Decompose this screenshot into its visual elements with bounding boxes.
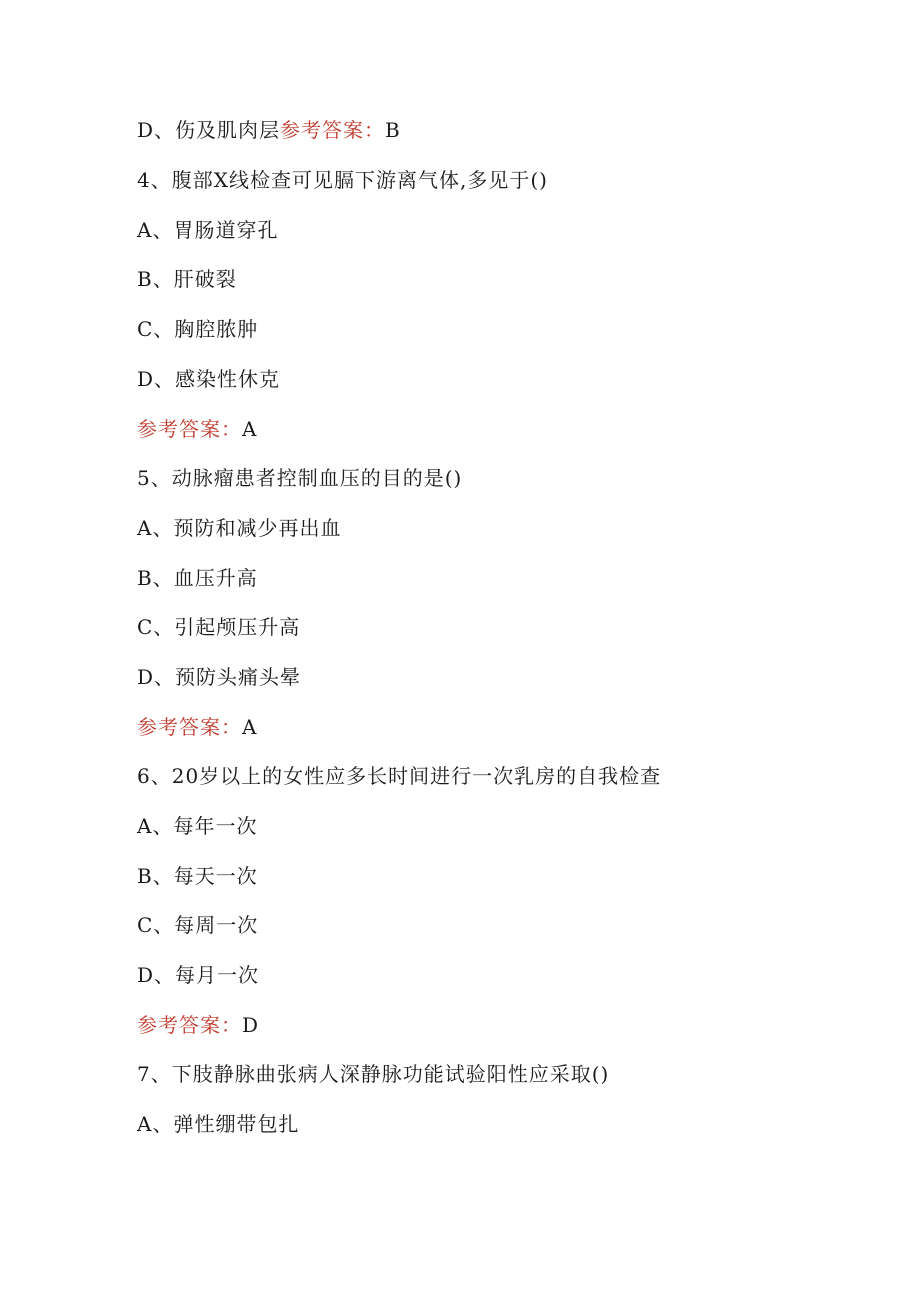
answer-label: 参考答案： xyxy=(137,715,242,739)
option-line-c-q4 xyxy=(137,316,258,342)
line-text: B、肝破裂 xyxy=(137,267,237,291)
option-line-c-q5 xyxy=(137,614,300,640)
line-text: A、每年一次 xyxy=(137,814,258,838)
answer-value: A xyxy=(242,715,258,739)
line-text: B、血压升高 xyxy=(137,566,258,590)
option-line-b-q5 xyxy=(137,565,258,591)
answer-line-q6 xyxy=(137,1012,259,1038)
option-line-a-q5 xyxy=(137,515,341,541)
option-line-b-q6 xyxy=(137,863,258,889)
question-5 xyxy=(137,465,462,491)
question-7 xyxy=(137,1061,609,1087)
line-text: C、胸腔脓肿 xyxy=(137,317,259,341)
line-text: 4、腹部X线检查可见膈下游离气体,多见于() xyxy=(137,168,548,192)
option-line-d-q3 xyxy=(137,117,401,143)
answer-label: 参考答案： xyxy=(137,1013,242,1037)
line-text: D、每月一次 xyxy=(137,963,260,987)
option-line-d-q6 xyxy=(137,962,259,988)
option-line-d-q5 xyxy=(137,664,301,690)
question-6 xyxy=(137,763,661,789)
line-text: D、感染性休克 xyxy=(137,367,281,391)
line-text: A、弹性绷带包扎 xyxy=(137,1112,300,1136)
answer-value: B xyxy=(385,118,401,142)
line-text: A、预防和减少再出血 xyxy=(137,516,342,540)
answer-label: 参考答案： xyxy=(280,118,386,142)
option-line-a-q6 xyxy=(137,813,257,839)
option-line-d-q4 xyxy=(137,366,280,392)
answer-value: D xyxy=(242,1013,260,1037)
line-text: D、伤及肌肉层 xyxy=(137,118,281,142)
option-line-b-q4 xyxy=(137,266,237,292)
line-text: B、每天一次 xyxy=(137,864,258,888)
line-text: A、胃肠道穿孔 xyxy=(137,218,279,242)
answer-line-q4 xyxy=(137,416,257,442)
line-text: 7、下肢静脉曲张病人深静脉功能试验阳性应采取() xyxy=(137,1062,610,1086)
option-line-a-q7 xyxy=(137,1111,299,1137)
answer-value: A xyxy=(242,417,258,441)
line-text: C、每周一次 xyxy=(137,913,259,937)
answer-label: 参考答案： xyxy=(137,417,242,441)
line-text: 6、20岁以上的女性应多长时间进行一次乳房的自我检查 xyxy=(137,764,662,788)
line-text: D、预防头痛头晕 xyxy=(137,665,302,689)
line-text: 5、动脉瘤患者控制血压的目的是() xyxy=(137,466,463,490)
answer-line-q5 xyxy=(137,714,257,740)
option-line-a-q4 xyxy=(137,217,278,243)
option-line-c-q6 xyxy=(137,912,258,938)
line-text: C、引起颅压升高 xyxy=(137,615,301,639)
question-4 xyxy=(137,167,548,193)
